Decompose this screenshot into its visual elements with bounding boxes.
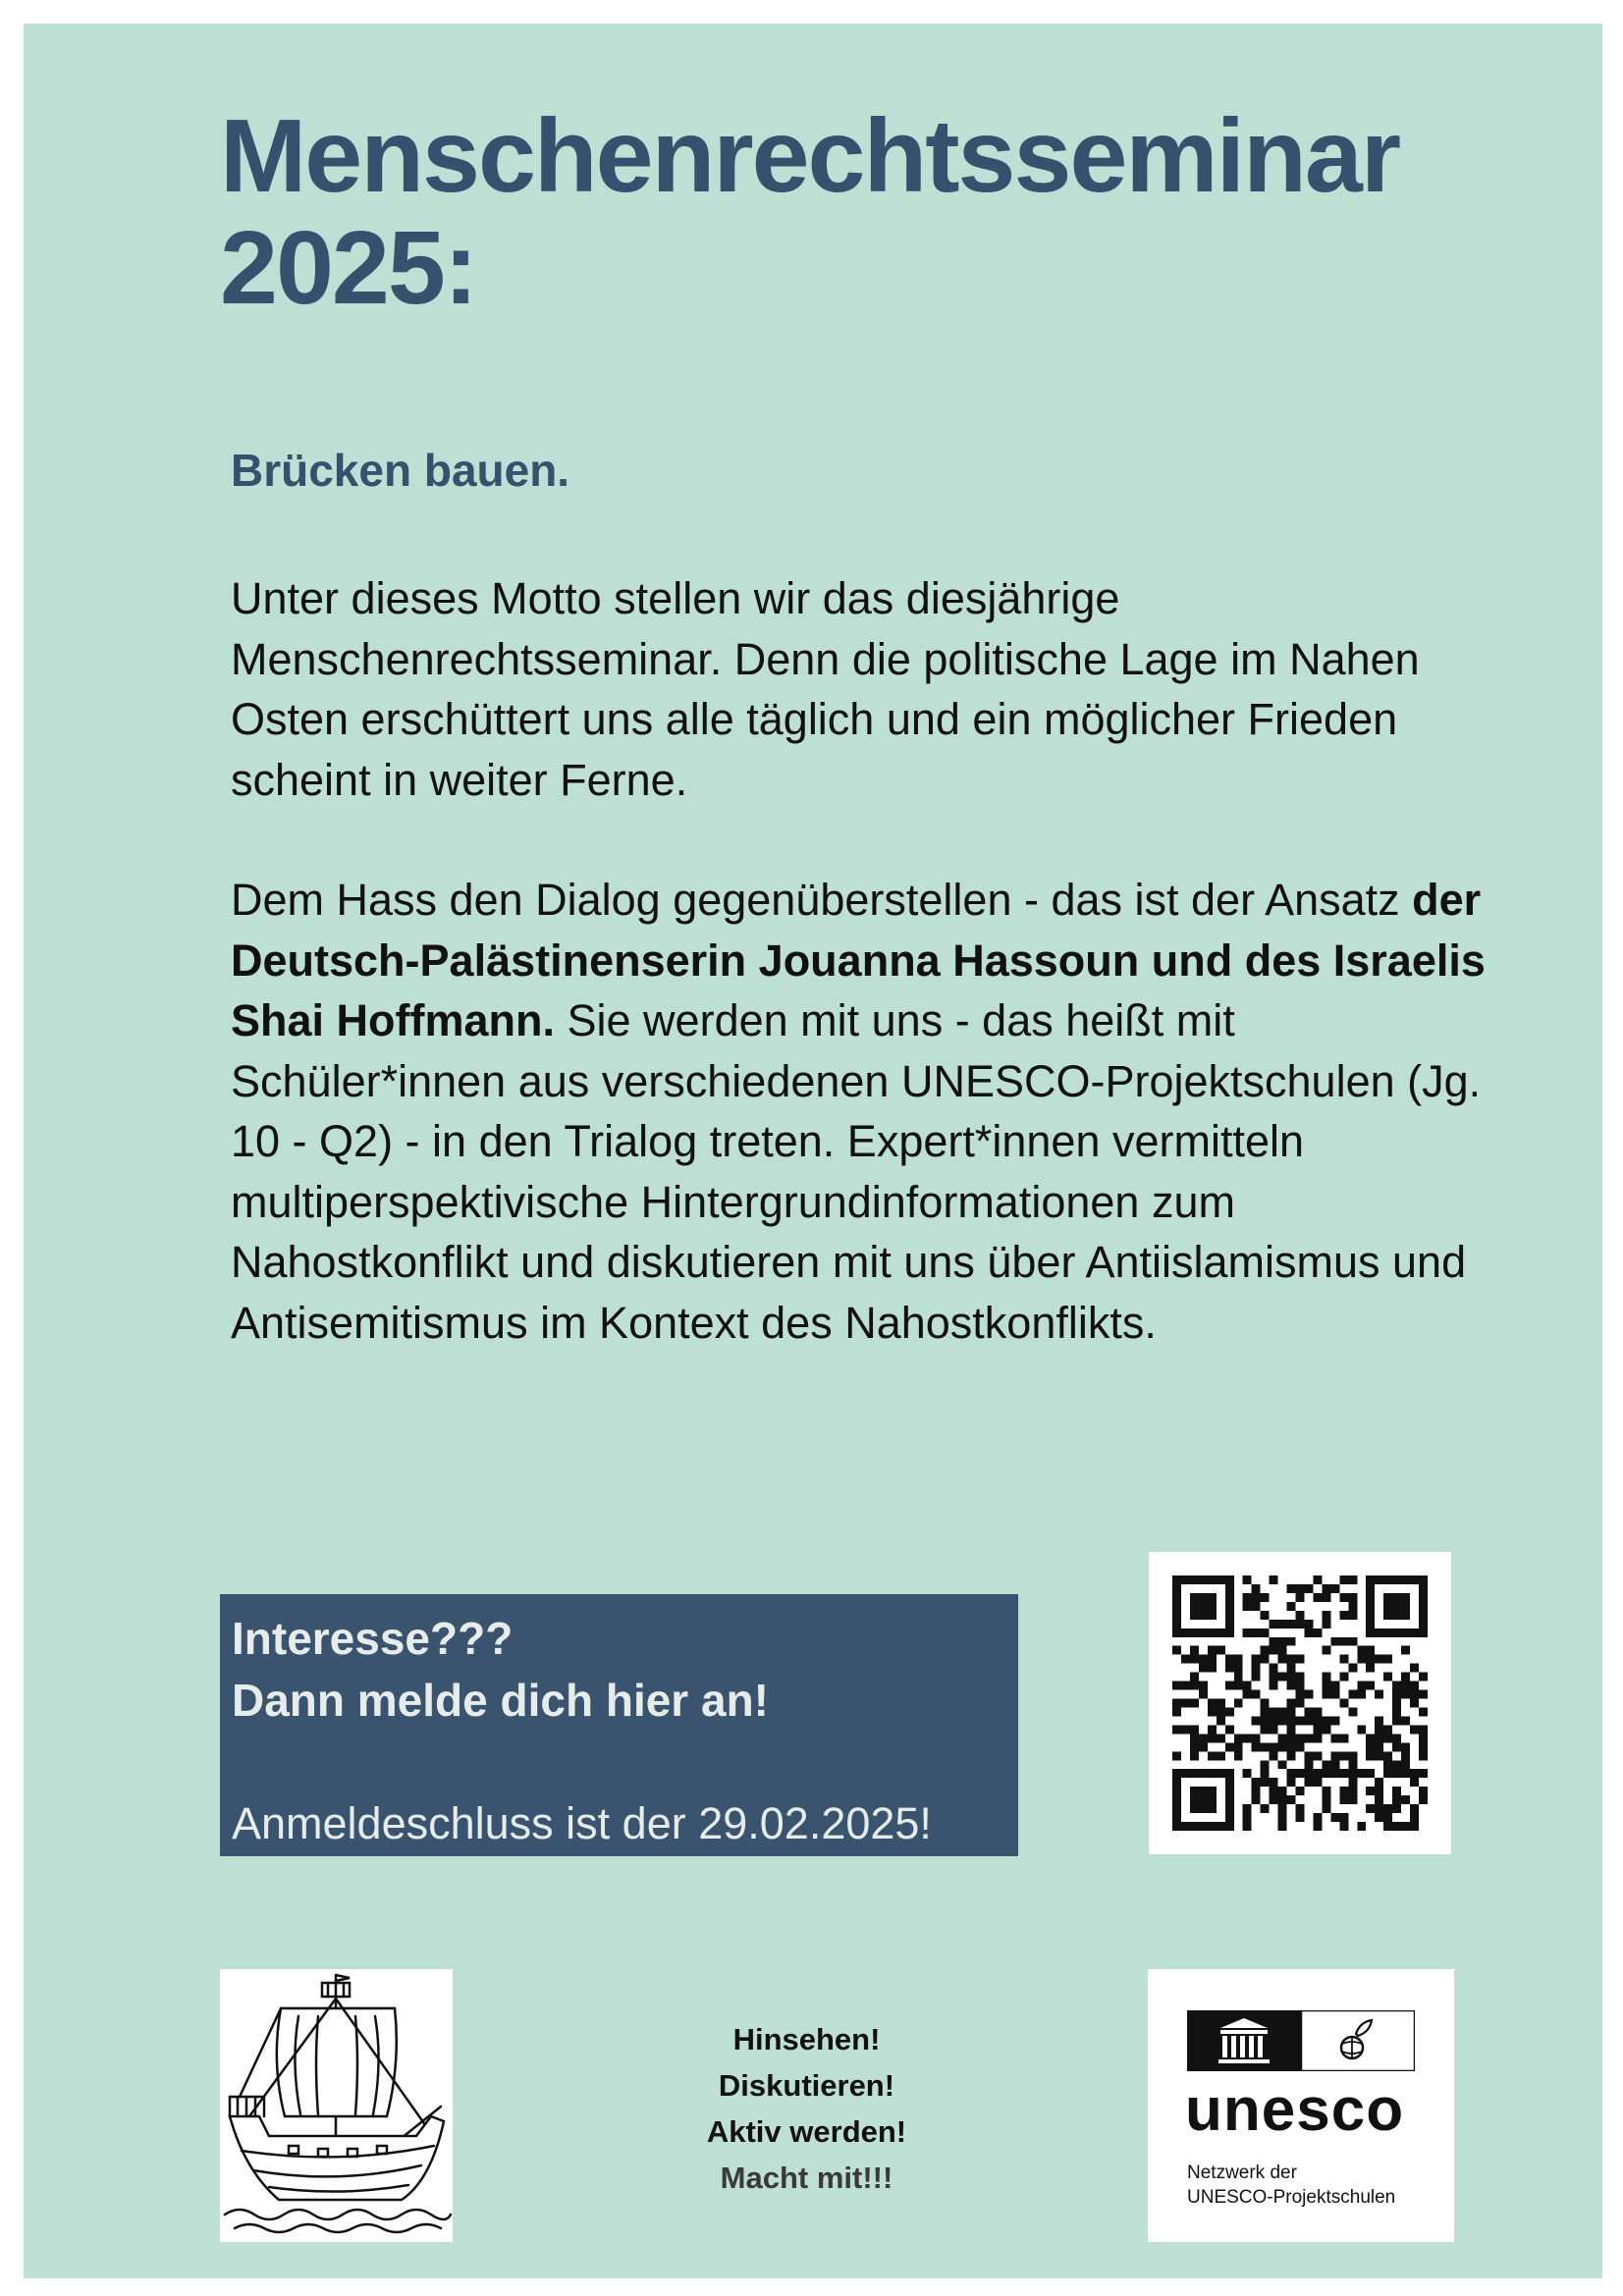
poster <box>24 24 1602 2278</box>
ship-icon <box>220 1969 453 2242</box>
unesco-temple-icon <box>1187 2010 1415 2071</box>
unesco-network-line-2: UNESCO-Projektschulen <box>1187 2187 1396 2208</box>
signup-deadline: Anmeldeschluss ist der 29.02.2025! <box>232 1798 932 1848</box>
slogan-item: Diskutieren! <box>718 2068 895 2103</box>
unesco-wordmark: unesco <box>1185 2076 1405 2144</box>
unesco-network-line-1: Netzwerk der <box>1187 2163 1297 2183</box>
slogan-item: Aktiv werden! <box>706 2114 907 2149</box>
title-line-1: Menschenrechtsseminar <box>220 98 1400 214</box>
approach-intro: Dem Hass den Dialog gegenüberstellen - das ist der Ansatz <box>231 875 1413 925</box>
intro-paragraph: Unter dieses Motto stellen wir das diesjährige Menschenrechtsseminar. Denn die politische Lage im Nahen Osten erschüttert uns alle täglich und ein möglicher Frieden scheint in weiter Ferne. <box>231 573 1420 805</box>
approach-paragraph <box>231 870 1497 1353</box>
slogan-item: Hinsehen! <box>732 2022 881 2056</box>
motto-heading: Brücken bauen. <box>231 445 570 496</box>
slogan-item: Macht mit!!! <box>720 2161 893 2195</box>
approach-rest: Sie werden mit uns - das heißt mit Schüler*innen aus verschiedenen UNESCO-Projektschulen (Jg. 10 - Q2) - in den Trialog treten. Expert*innen vermitteln multiperspektivische Hintergrundinformationen zum Nahostkonflikt und diskutieren mit uns über Antiislamismus und Antisemitismus im Kontext des Nahostkonflikts. <box>231 995 1482 1348</box>
signup-call: Dann melde dich hier an! <box>232 1675 769 1726</box>
ship-logo <box>220 1969 453 2242</box>
title-line-2: 2025: <box>220 210 477 326</box>
slogan-list <box>613 2016 1001 2201</box>
speakers-names: der Deutsch-Palästinenserin Jouanna Hassoun und des Israelis Shai Hoffmann. <box>231 875 1486 1045</box>
qr-code-box[interactable] <box>1149 1552 1451 1854</box>
page-title <box>220 100 1399 324</box>
signup-question: Interesse??? <box>232 1613 514 1664</box>
signup-box <box>220 1594 1018 1856</box>
unesco-network-label <box>1187 2161 1395 2210</box>
unesco-logo <box>1148 1969 1454 2242</box>
qr-code-icon[interactable] <box>1172 1575 1428 1831</box>
